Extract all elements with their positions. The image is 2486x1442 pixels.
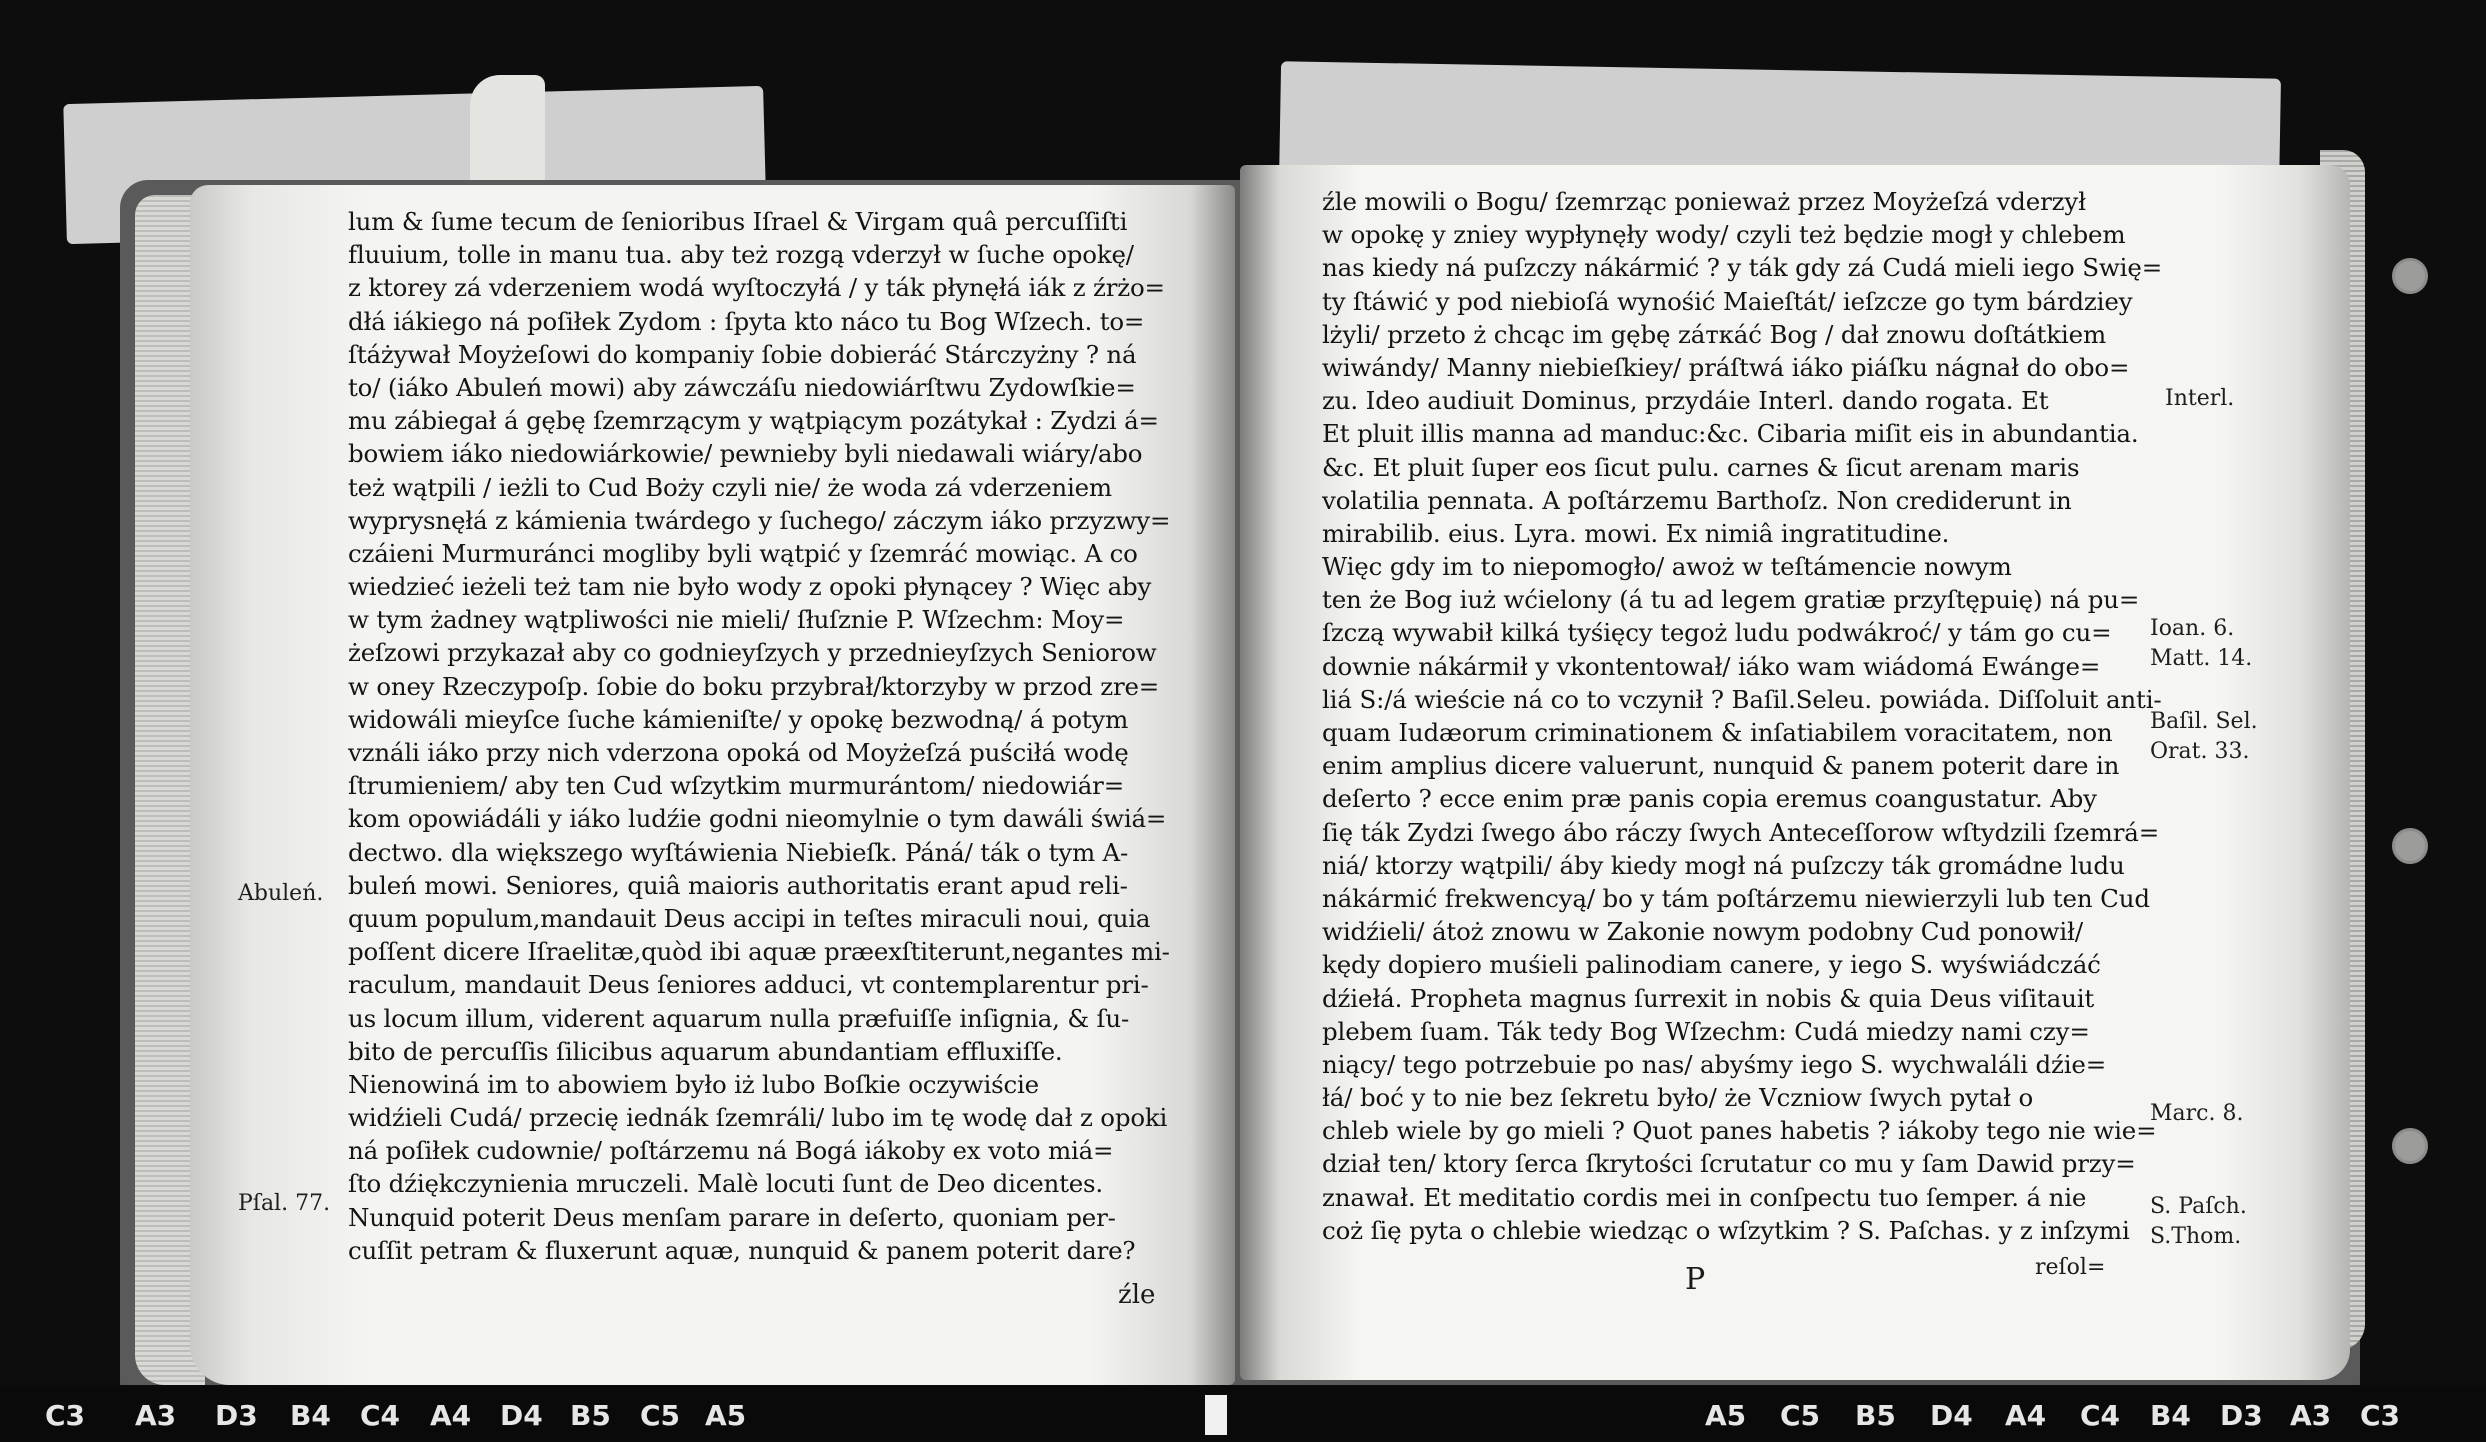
right-page-text-line: wiwándy/ Manny niebieſkiey/ práſtwá iáko piáſku nágnał do obo=	[1322, 352, 2130, 382]
binding-hole	[2392, 1128, 2428, 1164]
film-frame-label: A4	[2005, 1399, 2047, 1432]
film-frame-label: D4	[1930, 1399, 1973, 1432]
film-frame-label: C5	[640, 1399, 681, 1432]
left-page-text-line: poſſent dicere Iſraelitæ,quòd ibi aquæ præexſtiterunt,negantes mi-	[348, 937, 1170, 967]
center-marker	[1205, 1395, 1227, 1435]
film-frame-label: B4	[2150, 1399, 2191, 1432]
right-page-text-line: plebem ſuam. Ták tedy Bog Wſzechm: Cudá miedzy nami czy=	[1322, 1016, 2090, 1046]
left-page-text-line: ſtáżywał Moyżeſowi do kompaniy ſobie dobieráć Stárczyżny ? ná	[348, 339, 1137, 369]
film-frame-label: D3	[2220, 1399, 2263, 1432]
right-page-text-line: nákármić frekwencyą/ bo y tám poſtárzemu niewierzyli lub ten Cud	[1322, 883, 2150, 913]
right-page-text-line: niący/ tego potrzebuie po nas/ abyśmy iego S. wychwaláli dźie=	[1322, 1049, 2107, 1079]
left-page-text-line: ná poſiłek cudownie/ poſtárzemu ná Bogá iákoby ex voto miá=	[348, 1136, 1114, 1166]
right-page-text-line: enim amplius dicere valuerunt, nunquid & panem poterit dare in	[1322, 751, 2120, 781]
right-page-text-line: mirabilib. eius. Lyra. mowi. Ex nimiâ ingratitudine.	[1322, 518, 1950, 548]
left-page-text-line: z ktorey zá vderzeniem wodá wyſtoczyłá / y ták płynęłá iák z źrżo=	[348, 273, 1165, 303]
margin-note-interl: Interl.	[2165, 386, 2235, 411]
margin-note-psal: Pſal. 77.	[238, 1191, 331, 1216]
left-page-text-line: fluuium, tolle in manu tua. aby też rozgą vderzył w ſuche opokę/	[348, 240, 1134, 270]
signature-mark: P	[1685, 1262, 1706, 1297]
binding-hole	[2392, 258, 2428, 294]
film-frame-label: B5	[570, 1399, 611, 1432]
left-page-text-line: bito de percuſſis ſilicibus aquarum abundantiam effluxiſſe.	[348, 1036, 1063, 1066]
left-page-text-line: w oney Rzeczypoſp. ſobie do boku przybrał/ktorzyby w przod zre=	[348, 671, 1160, 701]
right-page-text-line: ſzczą wywabił kilká tyśięcy tegoż ludu podwákroć/ y tám go cu=	[1322, 618, 2112, 648]
film-frame-label: C5	[1780, 1399, 1821, 1432]
right-page-text-line: coż ſię pyta o chlebie wiedząc o wſzytkim ? S. Paſchas. y z inſzymi	[1322, 1215, 2130, 1245]
left-page-text-line: czáieni Murmuránci mogliby byli wątpić y ſzemráć mowiąc. A co	[348, 538, 1138, 568]
right-page-text-line: widźieli/ átoż znowu w Zakonie nowym podobny Cud ponowił/	[1322, 917, 2083, 947]
right-page-text-line: łá/ boć y to nie bez ſekretu było/ że Vczniow ſwych pytał o	[1322, 1083, 2034, 1113]
margin-note-ioan: Ioan. 6.	[2150, 616, 2235, 641]
film-frame-label: C3	[45, 1399, 86, 1432]
right-page-text-line: chleb wiele by go mieli ? Quot panes habetis ? iákoby tego nie wie=	[1322, 1116, 2157, 1146]
right-page-text-line: Et pluit illis manna ad manduc:&c. Cibaria miſit eis in abundantia.	[1322, 419, 2139, 449]
film-frame-label: C3	[2360, 1399, 2401, 1432]
margin-note-paschas: S. Paſch.	[2150, 1194, 2247, 1219]
left-page-text-line: w tym żadney wątpliwości nie mieli/ ſłuſznie P. Wſzechm: Moy=	[348, 605, 1125, 635]
right-page-text-line: Więc gdy im to niepomogło/ awoż w teſtámencie nowym	[1322, 552, 2012, 582]
film-frame-label: D3	[215, 1399, 258, 1432]
left-page-text-line: vználi iáko przy nich vderzona opoká od Moyżeſzá puściłá wodę	[348, 738, 1129, 767]
film-frame-label: A4	[430, 1399, 472, 1432]
film-frame-label: A3	[135, 1399, 177, 1432]
right-page-text-line: znawał. Et meditatio cordis mei in conſpectu tuo ſemper. á nie	[1322, 1182, 2087, 1212]
left-page-text-line: dłá iákiego ná poſiłek Zydom : ſpyta kto náco tu Bog Wſzech. to=	[348, 306, 1145, 336]
right-page-text-line: dział ten/ ktory ſerca ſkrytości ſcrutatur co mu y ſam Dawid przy=	[1322, 1149, 2136, 1179]
left-page-text-line: żeſzowi przykazał aby co godnieyſzych y przednieyſzych Seniorow	[348, 638, 1157, 668]
left-catchword: źle	[1118, 1280, 1156, 1310]
left-page-text-line: wyprysnęłá z kámienia twárdego y ſuchego/ záczym iáko przyzwy=	[348, 505, 1171, 535]
film-frame-label: B5	[1855, 1399, 1896, 1432]
left-page-text-line: raculum, mandauit Deus ſeniores adduci, vt contemplarentur pri-	[348, 970, 1149, 1000]
left-page-text-line: buleń mowi. Seniores, quiâ maioris authoritatis erant apud reli-	[348, 870, 1128, 900]
right-page-text-line: quam Iudæorum criminationem & inſatiabilem voracitatem, non	[1322, 718, 2113, 747]
right-page-text-line: zu. Ideo audiuit Dominus, przydáie Interl. dando rogata. Et	[1322, 386, 2049, 416]
margin-note-abulen: Abuleń.	[238, 881, 324, 906]
right-page-text-line: dźiełá. Propheta magnus ſurrexit in nobis & quia Deus viſitauit	[1322, 983, 2095, 1013]
right-page-text	[1322, 185, 2163, 1247]
left-page-text-line: wiedzieć ieżeli też tam nie było wody z opoki płynącey ? Więc aby	[348, 572, 1152, 602]
right-page-text-line: ſię ták Zydzi ſwego ábo ráczy ſwych Anteceſſorow wſtydzili ſzemrá=	[1322, 817, 2160, 847]
right-page-text-line: kędy dopiero muśieli palinodiam canere, y iego S. wyświádczáć	[1322, 950, 2101, 980]
left-page-text-line: us locum illum, viderent aquarum nulla præfuiſſe inſignia, & ſu-	[348, 1003, 1130, 1033]
right-page-text-line: w opokę y zniey wypłynęły wody/ czyli też będzie mogł y chlebem	[1322, 220, 2126, 250]
right-catchword: reſol=	[2035, 1255, 2106, 1280]
right-page-text-line: ty ſtáwić y pod niebioſá wynośić Maieſtát/ ieſzcze go tym bárdziey	[1322, 286, 2133, 316]
left-page-text-line: też wątpili / ieżli to Cud Boży czyli nie/ że woda zá vderzeniem	[348, 472, 1112, 502]
left-page-text-line: Nienowiná im to abowiem było iż lubo Boſkie oczywiście	[348, 1069, 1039, 1099]
left-page-text-line: quum populum,mandauit Deus accipi in teſtes miraculi noui, quia	[348, 903, 1151, 933]
margin-note-marc: Marc. 8.	[2150, 1101, 2244, 1126]
left-page-text-line: ſto dźiękczynienia mruczeli. Malè locuti ſunt de Deo dicentes.	[348, 1169, 1104, 1199]
left-page-text	[348, 205, 1178, 1267]
left-page-text-line: kom opowiádáli y iáko ludźie godni nieomylnie o tym dawáli świá=	[348, 804, 1167, 834]
film-strip	[0, 1385, 2486, 1442]
left-page-text-line: ſtrumieniem/ aby ten Cud wſzytkim murmurántom/ niedowiár=	[348, 771, 1125, 801]
right-page-text-line: &c. Et pluit ſuper eos ſicut pulu. carnes & ſicut arenam maris	[1322, 452, 2080, 482]
right-page-text-line: lżyli/ przeto ż chcąc im gębę záткáć Bog / dał znowu doſtátkiem	[1322, 319, 2107, 349]
left-page-text-line: widowáli mieyſce ſuche kámieniſte/ y opokę bezwodną/ á potym	[348, 704, 1129, 734]
film-frame-label: B4	[290, 1399, 331, 1432]
margin-note-thom: S.Thom.	[2150, 1224, 2242, 1249]
right-page-text-line: volatilia pennata. A poſtárzemu Barthoſz. Non crediderunt in	[1322, 485, 2072, 515]
right-page-text-line: niá/ ktorzy wątpili/ áby kiedy mogł ná puſzczy ták gromádne ludu	[1322, 850, 2125, 880]
right-page-text-line: ten że Bog iuż wćielony (á tu ad legem gratiæ przyſtępuię) ná pu=	[1322, 585, 2140, 615]
left-page-text-line: to/ (iáko Abuleń mowi) aby záwczáſu niedowiárſtwu Zydowſkie=	[348, 372, 1136, 402]
left-page-text-line: lum & ſume tecum de ſenioribus Iſrael & Virgam quâ percuſſiſti	[348, 207, 1128, 236]
film-frame-label: A3	[2290, 1399, 2332, 1432]
film-frame-label: A5	[1705, 1399, 1747, 1432]
margin-note-basil: Baſil. Sel.	[2150, 709, 2258, 734]
left-page-text-line: bowiem iáko niedowiárkowie/ pewnieby byli niedawali wiáry/abo	[348, 439, 1143, 469]
right-page-text-line: deſerto ? ecce enim præ panis copia eremus coangustatur. Aby	[1322, 784, 2097, 814]
right-page-text-line: downie nákármił y vkontentował/ iáko wam wiádomá Ewánge=	[1322, 651, 2101, 681]
film-frame-label: A5	[705, 1399, 747, 1432]
margin-note-orat: Orat. 33.	[2150, 739, 2250, 764]
film-frame-label: C4	[360, 1399, 401, 1432]
left-page-text-line: cuſſit petram & fluxerunt aquæ, nunquid & panem poterit dare?	[348, 1235, 1136, 1265]
film-frame-label: C4	[2080, 1399, 2121, 1432]
folded-page-corner	[470, 75, 545, 190]
left-page-text-line: widźieli Cudá/ przecię iednák ſzemráli/ lubo im tę wodę dał z opoki	[348, 1103, 1168, 1133]
margin-note-matt: Matt. 14.	[2150, 646, 2253, 671]
film-frame-label: D4	[500, 1399, 543, 1432]
binding-hole	[2392, 828, 2428, 864]
right-page-text-line: nas kiedy ná puſzczy nákármić ? y ták gdy zá Cudá mieli iego Swię=	[1322, 253, 2163, 283]
right-page-text-line: źle mowili o Bogu/ ſzemrząc ponieważ przez Moyżeſzá vderzył	[1322, 187, 2086, 216]
left-page-text-line: dectwo. dla większego wyſtáwienia Niebieſk. Páná/ ták o tym A-	[348, 837, 1129, 867]
left-page-text-line: Nunquid poterit Deus menſam parare in deſerto, quoniam per-	[348, 1202, 1116, 1232]
right-page-text-line: liá S:/á wieście ná co to vczynił ? Baſil.Seleu. powiáda. Diſſoluit anti-	[1322, 684, 2162, 714]
left-page-text-line: mu zábiegał á gębę ſzemrzącym y wątpiącym pozátykał : Zydzi á=	[348, 406, 1159, 436]
